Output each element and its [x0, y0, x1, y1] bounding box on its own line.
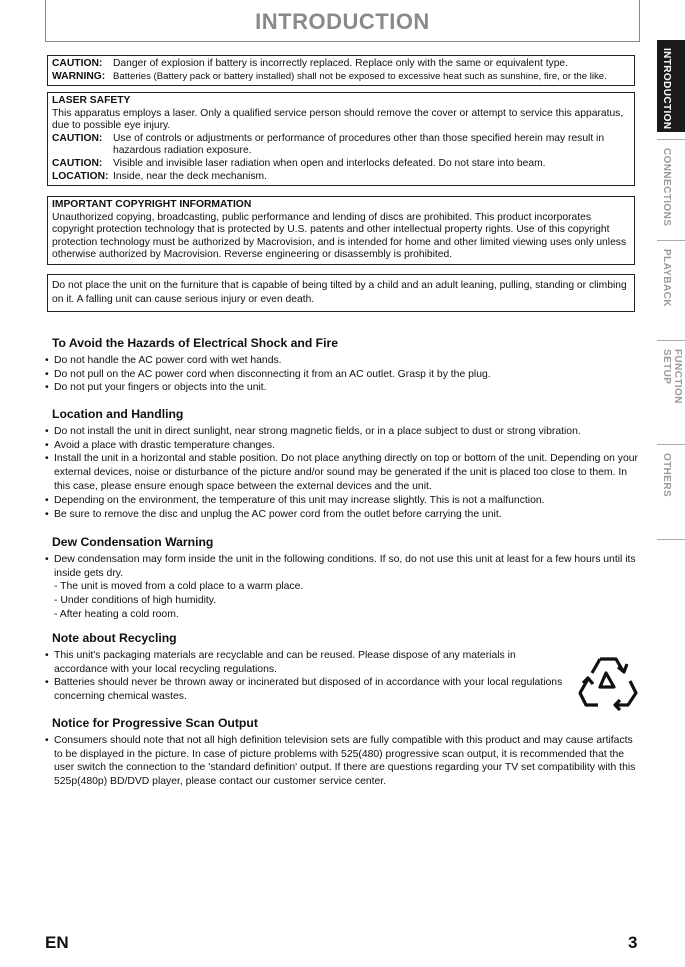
- section-shock-hazards: [45, 337, 641, 395]
- list-item: • Do not pull on the AC power cord when disconnecting it from an AC outlet. Grasp it by the plug.: [45, 368, 641, 382]
- tab-label: CONNECTIONS: [661, 148, 672, 227]
- recycle-icon: [578, 653, 638, 711]
- tab-function-setup[interactable]: [657, 340, 685, 440]
- tab-label: INTRODUCTION: [661, 48, 672, 130]
- list-item: • Do not install the unit in direct sunlight, near strong magnetic fields, or in a place subject to dust or strong vibration.: [45, 425, 641, 439]
- section-title: Notice for Progressive Scan Output: [52, 716, 258, 730]
- bullet-list: [45, 354, 641, 395]
- bullet-list: [45, 425, 641, 522]
- warning-label: WARNING:: [52, 70, 106, 82]
- section-location-handling: [45, 408, 641, 521]
- bullet-list: [45, 553, 641, 581]
- sub-item: - The unit is moved from a cold place to a warm place.: [54, 581, 304, 593]
- tab-others[interactable]: [657, 444, 685, 540]
- laser-safety-box: [47, 92, 635, 186]
- tab-label: OTHERS: [661, 453, 672, 498]
- tab-label: FUNCTION SETUP: [661, 349, 683, 404]
- furniture-warning-box: [47, 274, 635, 312]
- caution-text: Danger of explosion if battery is incorrectly replaced. Replace only with the same or equivalent type.: [113, 58, 569, 69]
- caution-row: [52, 58, 630, 71]
- section-dew-condensation: [45, 536, 641, 622]
- list-item: • Be sure to remove the disc and unplug the AC power cord from the outlet before carrying the unit.: [45, 508, 641, 522]
- bullet-list: [45, 734, 641, 789]
- laser-location-label: LOCATION:: [52, 170, 109, 182]
- page-title-box: [45, 0, 640, 42]
- section-recycling: [45, 632, 565, 704]
- list-item: • Depending on the environment, the temperature of this unit may increase slightly. This is not a malfunction.: [45, 494, 641, 508]
- list-item: • Avoid a place with drastic temperature changes.: [45, 439, 641, 453]
- copyright-text: Unauthorized copying, broadcasting, public performance and lending of discs are prohibited. This product incorporates copyright protection technology that is protected by U.S. patents and other intellectual property rights. Use of this copyright protection technology must be authorized by Macrovision, and is intended for home and other limited viewing uses only unless otherwise authorized by Macrovision. Reverse engineering or disassembly is prohibited.: [52, 211, 627, 261]
- tab-connections[interactable]: [657, 139, 685, 234]
- list-item: • This unit's packaging materials are recyclable and can be reused. Please dispose of any materials in accordance with your local recycling regulations.: [45, 649, 565, 677]
- laser-caution-label: CAUTION:: [52, 157, 103, 169]
- footer-page-number: 3: [628, 933, 638, 952]
- tab-label: PLAYBACK: [661, 249, 672, 307]
- warning-row: [52, 71, 630, 84]
- page-title: INTRODUCTION: [255, 9, 430, 34]
- section-title: Dew Condensation Warning: [52, 535, 214, 549]
- laser-caution-text: Visible and invisible laser radiation when open and interlocks defeated. Do not stare into beam.: [113, 157, 546, 169]
- section-title: Location and Handling: [52, 407, 184, 421]
- copyright-box: [47, 196, 635, 265]
- list-item: • Do not handle the AC power cord with wet hands.: [45, 354, 641, 368]
- list-item: • Consumers should note that not all high definition television sets are fully compatible with this product and may cause artifacts to be displayed in the picture. In case of picture problems with 525(480) progressive scan output, it is recommended that the user switch the connection to the 'standard definition' output. If there are questions regarding your TV set compatibility with this 525p(480p) BD/DVD player, please contact our customer service center.: [45, 734, 641, 789]
- copyright-title: IMPORTANT COPYRIGHT INFORMATION: [52, 199, 252, 210]
- section-title: To Avoid the Hazards of Electrical Shock and Fire: [52, 336, 339, 350]
- furniture-warning-text: Do not place the unit on the furniture that is capable of being tilted by a child and an adult leaning, pulling, standing or climbing on it. A falling unit can cause serious injury or even death.: [52, 280, 627, 305]
- list-item: • Dew condensation may form inside the unit in the following conditions. If so, do not use this unit at least for a few hours until its inside gets dry.: [45, 553, 641, 581]
- laser-location-row: [52, 171, 630, 184]
- list-item: • Batteries should never be thrown away or incinerated but disposed of in accordance with your local regulations concerning chemical wastes.: [45, 676, 565, 704]
- section-progressive-scan: [45, 717, 641, 789]
- bullet-list: [45, 649, 565, 704]
- laser-safety-intro: This apparatus employs a laser. Only a qualified service person should remove the cover or attempt to service this apparatus, due to possible eye injury.: [52, 107, 624, 132]
- sub-item: - Under conditions of high humidity.: [54, 595, 217, 607]
- laser-caution-row: [52, 158, 630, 171]
- caution-box: [47, 55, 635, 86]
- laser-safety-title: LASER SAFETY: [52, 95, 131, 106]
- warning-text: Batteries (Battery pack or battery installed) shall not be exposed to excessive heat such as sunshine, fire, or the like.: [113, 70, 607, 82]
- laser-location-text: Inside, near the deck mechanism.: [113, 170, 267, 182]
- laser-caution-label: CAUTION:: [52, 132, 103, 144]
- list-item: • Install the unit in a horizontal and stable position. Do not place anything directly on top or bottom of the unit. Depending on your external devices, noise or disturbance of the picture and/or sound may be generated if the unit is placed too close to them. In this case, please ensure enough space between the external devices and the unit.: [45, 452, 641, 493]
- tab-introduction[interactable]: [657, 40, 685, 132]
- section-title: Note about Recycling: [52, 631, 177, 645]
- tab-playback[interactable]: [657, 240, 685, 334]
- footer-language: EN: [45, 933, 69, 952]
- caution-label: CAUTION:: [52, 58, 103, 69]
- list-item: • Do not put your fingers or objects into the unit.: [45, 381, 641, 395]
- laser-caution-row: [52, 133, 630, 158]
- laser-caution-text: Use of controls or adjustments or performance of procedures other than those specified herein may result in hazardous radiation exposure.: [113, 132, 605, 157]
- sub-item: - After heating a cold room.: [54, 608, 179, 620]
